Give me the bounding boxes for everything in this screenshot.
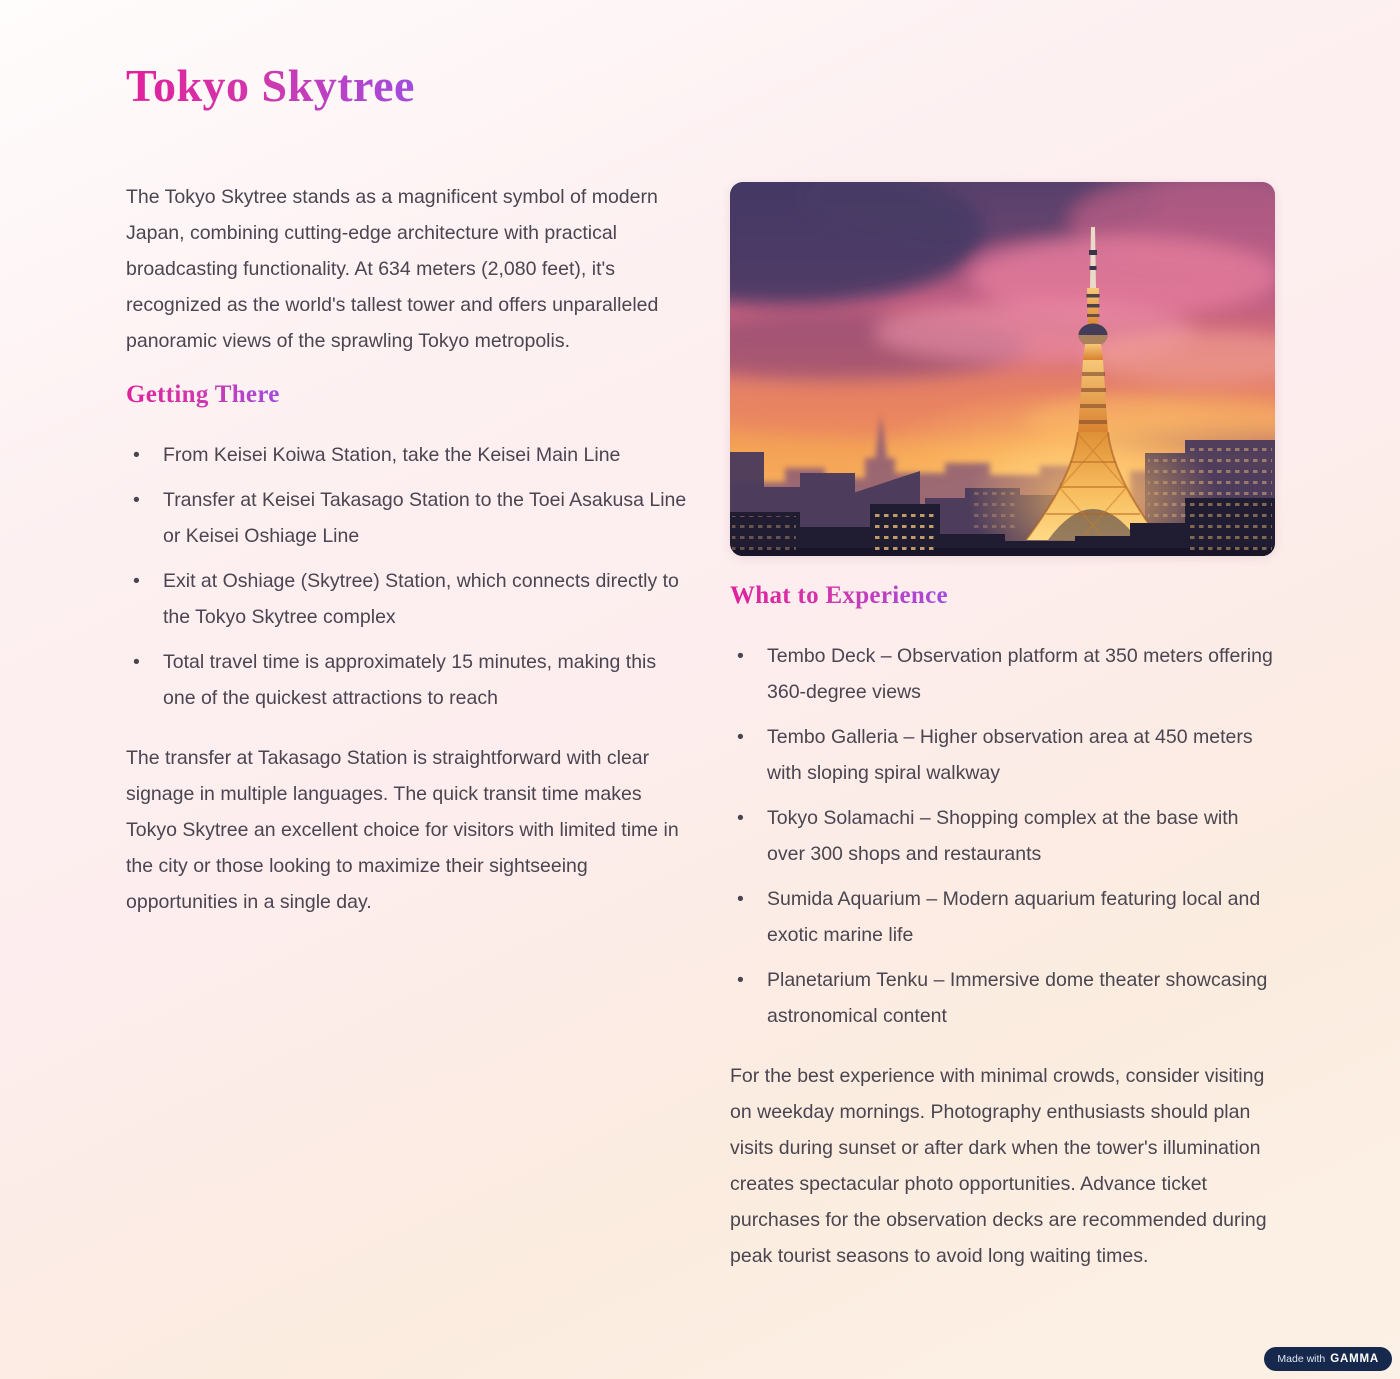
content-columns (126, 179, 1274, 1274)
list-item: • Tokyo Solamachi – Shopping complex at the base with over 300 shops and restaurants (730, 800, 1275, 872)
what-to-experience-heading: What to Experience (730, 582, 948, 610)
made-with-label: Made with (1277, 1353, 1326, 1365)
list-item: • From Keisei Koiwa Station, take the Keisei Main Line (126, 437, 691, 473)
right-column (730, 179, 1275, 1274)
gamma-logo: GAMMA (1330, 1353, 1379, 1365)
hero-image (730, 182, 1275, 556)
getting-there-heading: Getting There (126, 381, 280, 409)
list-item: • Tembo Galleria – Higher observation area at 450 meters with sloping spiral walkway (730, 719, 1275, 791)
list-item: • Transfer at Keisei Takasago Station to the Toei Asakusa Line or Keisei Oshiage Line (126, 482, 691, 554)
list-item: • Tembo Deck – Observation platform at 350 meters offering 360-degree views (730, 638, 1275, 710)
intro-paragraph: The Tokyo Skytree stands as a magnificent symbol of modern Japan, combining cutting-edge architecture with practical broadcasting functionality. At 634 meters (2,080 feet), it's recognized as the world's tallest tower and offers unparalleled panoramic views of the sprawling Tokyo metropolis. (126, 186, 659, 353)
getting-there-list (126, 437, 691, 716)
skytree-sunset-illustration (730, 182, 1275, 556)
left-column (126, 179, 691, 1274)
transfer-note-paragraph: The transfer at Takasago Station is straightforward with clear signage in multiple languages. The quick transit time makes Tokyo Skytree an excellent choice for visitors with limited time in the city or those looking to maximize their sightseeing opportunities in a single day. (126, 747, 679, 914)
list-item: • Exit at Oshiage (Skytree) Station, which connects directly to the Tokyo Skytree complex (126, 563, 691, 635)
made-with-gamma-badge[interactable] (1264, 1347, 1392, 1371)
experience-list (730, 638, 1275, 1034)
list-item: • Sumida Aquarium – Modern aquarium featuring local and exotic marine life (730, 881, 1275, 953)
closing-paragraph: For the best experience with minimal crowds, consider visiting on weekday mornings. Photography enthusiasts should plan visits during sunset or after dark when the tower's illumination creates spectacular photo opportunities. Advance ticket purchases for the observation decks are recommended during peak tourist seasons to avoid long waiting times. (730, 1065, 1267, 1268)
list-item: • Total travel time is approximately 15 minutes, making this one of the quickest attractions to reach (126, 644, 691, 716)
list-item: • Planetarium Tenku – Immersive dome theater showcasing astronomical content (730, 962, 1275, 1034)
page-title: Tokyo Skytree (126, 58, 415, 113)
